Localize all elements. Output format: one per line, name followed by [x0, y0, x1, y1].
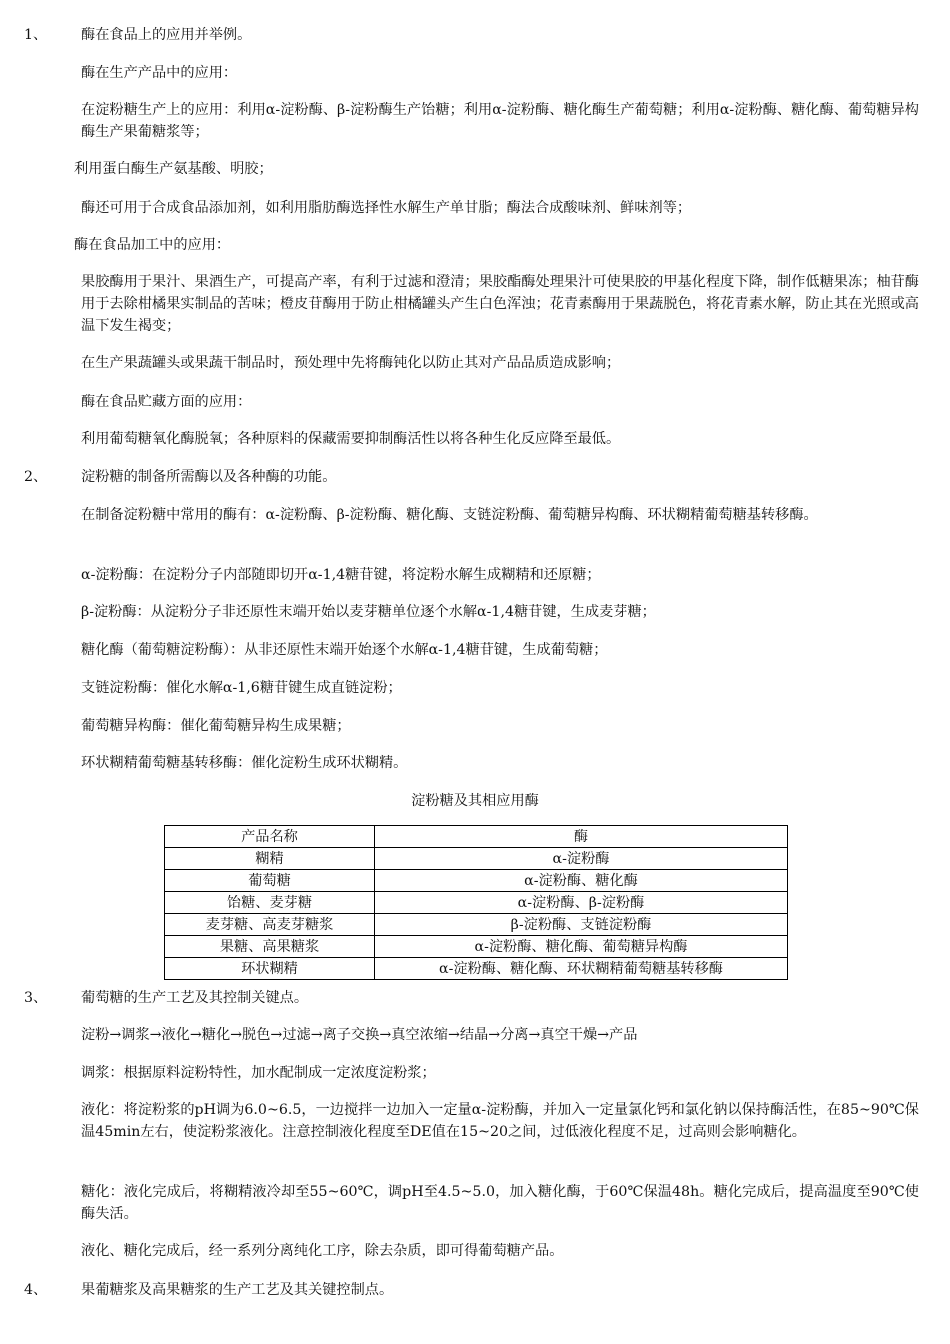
paragraph: 液化：将淀粉浆的pH调为6.0~6.5，一边搅拌一边加入一定量α-淀粉酶，并加入一定量氯化钙和氯化钠以保持酶活性，在85~90℃保温45min左右，使淀粉浆液化。注意控制液化程度至DE值在15~20之间，过低液化程度不足，过高则会影响糖化。 [81, 1102, 919, 1140]
table-row [165, 870, 788, 892]
table-cell: α-淀粉酶、β-淀粉酶 [375, 892, 788, 914]
paragraph: 葡萄糖异构酶：催化葡萄糖异构生成果糖； [81, 718, 351, 734]
question-title-2: 淀粉糖的制备所需酶以及各种酶的功能。 [81, 469, 337, 485]
table-cell: 葡萄糖 [165, 870, 375, 892]
table-caption: 淀粉糖及其相应用酶 [411, 793, 539, 809]
paragraph: β-淀粉酶：从淀粉分子非还原性末端开始以麦芽糖单位逐个水解α-1,4糖苷键，生成麦芽糖； [81, 604, 656, 620]
table-cell: 产品名称 [165, 826, 375, 848]
question-title-3: 葡萄糖的生产工艺及其控制关键点。 [81, 990, 309, 1006]
paragraph: 果胶酶用于果汁、果酒生产，可提高产率，有利于过滤和澄清；果胶酯酶处理果汁可使果胶的甲基化程度下降，制作低糖果冻；柚苷酶用于去除柑橘果实制品的苦味；橙皮苷酶用于防止柑橘罐头产生白色浑浊；花青素酶用于果蔬脱色，将花青素水解，防止其在光照或高温下发生褐变； [81, 274, 919, 334]
paragraph: α-淀粉酶：在淀粉分子内部随即切开α-1,4糖苷键，将淀粉水解生成糊精和还原糖； [81, 567, 601, 583]
question-number-1: 1、 [24, 27, 48, 43]
paragraph: 在制备淀粉糖中常用的酶有：α-淀粉酶、β-淀粉酶、糖化酶、支链淀粉酶、葡萄糖异构酶、环状糊精葡萄糖基转移酶。 [81, 507, 818, 523]
paragraph: 支链淀粉酶：催化水解α-1,6糖苷键生成直链淀粉； [81, 680, 402, 696]
table-row [165, 936, 788, 958]
paragraph: 酶在食品加工中的应用： [74, 237, 231, 253]
question-number-3: 3、 [24, 990, 48, 1006]
paragraph: 糖化酶（葡萄糖淀粉酶）：从非还原性末端开始逐个水解α-1,4糖苷键，生成葡萄糖； [81, 642, 608, 658]
table-cell: 果糖、高果糖浆 [165, 936, 375, 958]
table-cell: 环状糊精 [165, 958, 375, 980]
table-cell: 酶 [375, 826, 788, 848]
question-title-1: 酶在食品上的应用并举例。 [81, 27, 252, 43]
question-number-4: 4、 [24, 1282, 48, 1298]
paragraph: 酶在生产产品中的应用： [81, 65, 238, 81]
paragraph: 利用蛋白酶生产氨基酸、明胶； [74, 161, 273, 177]
process-flow: 淀粉→调浆→液化→糖化→脱色→过滤→离子交换→真空浓缩→结晶→分离→真空干燥→产品 [81, 1027, 638, 1043]
table-cell: α-淀粉酶、糖化酶、环状糊精葡萄糖基转移酶 [375, 958, 788, 980]
paragraph: 环状糊精葡萄糖基转移酶：催化淀粉生成环状糊精。 [81, 755, 408, 771]
table-header-row [165, 826, 788, 848]
question-title-4: 果葡糖浆及高果糖浆的生产工艺及其关键控制点。 [81, 1282, 394, 1298]
paragraph: 酶还可用于合成食品添加剂，如利用脂肪酶选择性水解生产单甘脂；酶法合成酸味剂、鲜味剂等； [81, 200, 692, 216]
paragraph: 利用葡萄糖氧化酶脱氧；各种原料的保藏需要抑制酶活性以将各种生化反应降至最低。 [81, 431, 621, 447]
table-row [165, 892, 788, 914]
table-row [165, 848, 788, 870]
enzyme-table [164, 825, 788, 980]
table-cell: 饴糖、麦芽糖 [165, 892, 375, 914]
table-cell: 麦芽糖、高麦芽糖浆 [165, 914, 375, 936]
table-cell: α-淀粉酶、糖化酶、葡萄糖异构酶 [375, 936, 788, 958]
table-cell: α-淀粉酶、糖化酶 [375, 870, 788, 892]
table-cell: β-淀粉酶、支链淀粉酶 [375, 914, 788, 936]
paragraph: 在淀粉糖生产上的应用：利用α-淀粉酶、β-淀粉酶生产饴糖；利用α-淀粉酶、糖化酶生产葡萄糖；利用α-淀粉酶、糖化酶、葡萄糖异构酶生产果葡糖浆等； [81, 102, 919, 140]
paragraph: 液化、糖化完成后，经一系列分离纯化工序，除去杂质，即可得葡萄糖产品。 [81, 1243, 564, 1259]
paragraph: 调浆：根据原料淀粉特性，加水配制成一定浓度淀粉浆； [81, 1065, 436, 1081]
table-cell: 糊精 [165, 848, 375, 870]
table-row [165, 958, 788, 980]
paragraph: 糖化：液化完成后，将糊精液冷却至55~60℃，调pH至4.5~5.0，加入糖化酶，于60℃保温48h。糖化完成后，提高温度至90℃使酶失活。 [81, 1184, 919, 1222]
question-number-2: 2、 [24, 469, 48, 485]
paragraph: 在生产果蔬罐头或果蔬干制品时，预处理中先将酶钝化以防止其对产品品质造成影响； [81, 355, 621, 371]
paragraph: 酶在食品贮藏方面的应用： [81, 394, 252, 410]
table-row [165, 914, 788, 936]
table-cell: α-淀粉酶 [375, 848, 788, 870]
